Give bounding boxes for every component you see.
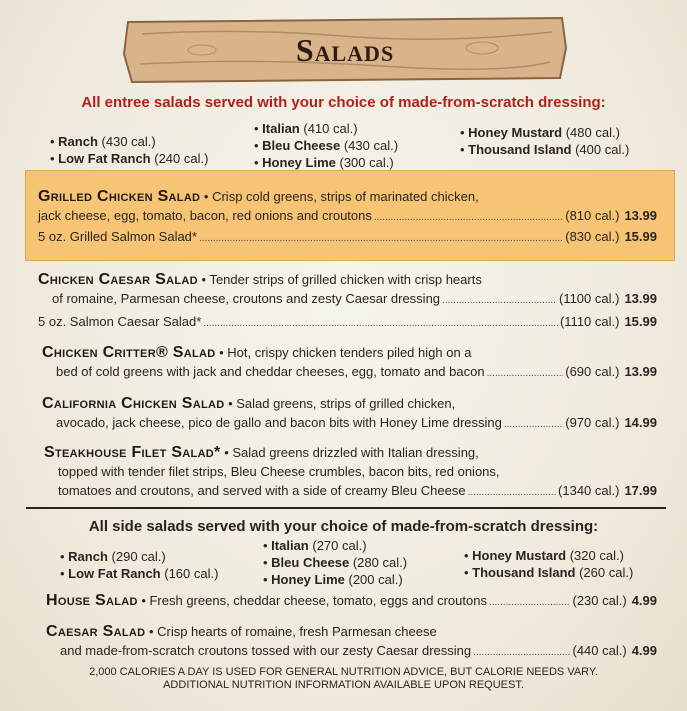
dressing-item: • Ranch (430 cal.) xyxy=(50,134,156,149)
dressing-item: • Low Fat Ranch (240 cal.) xyxy=(50,151,209,166)
footer-line: 2,000 CALORIES A DAY IS USED FOR GENERAL NUTRITION ADVICE, BUT CALORIE NEEDS VARY. xyxy=(89,666,598,678)
dressing-item: • Low Fat Ranch (160 cal.) xyxy=(60,566,219,581)
nutrition-footer xyxy=(0,666,687,692)
side-dressing-col3 xyxy=(464,547,633,581)
side-dressing-heading: All side salads served with your choice of made-from-scratch dressing: xyxy=(88,518,599,535)
menu-item-grilled-chicken: Grilled Chicken Salad • Crisp cold greens, strips of marinated chicken, jack cheese, egg, tomato, bacon, red onions and croutons ..... (810 cal.) 13.99 5 oz. Grilled Salmon Salad* ..... (830 cal.) 15.99 xyxy=(38,187,657,248)
entree-dressing-col3 xyxy=(460,124,629,158)
dressing-item: • Honey Mustard (320 cal.) xyxy=(464,548,624,563)
dressing-item: • Thousand Island (260 cal.) xyxy=(464,565,634,580)
footer-line: ADDITIONAL NUTRITION INFORMATION AVAILABLE UPON REQUEST. xyxy=(163,679,524,691)
section-divider xyxy=(26,507,666,509)
menu-item-steakhouse-filet: Steakhouse Filet Salad* • Salad greens drizzled with Italian dressing, topped with tender filet strips, Bleu Cheese crumbles, bacon bits, red onions, tomatoes and croutons, and served with a side of creamy Bleu Cheese ..... (1340 cal.) 17.99 xyxy=(44,443,657,502)
title-sign xyxy=(122,14,568,84)
dressing-item: • Bleu Cheese (280 cal.) xyxy=(263,555,408,570)
dressing-item: • Honey Lime (300 cal.) xyxy=(254,155,394,170)
dressing-item: • Bleu Cheese (430 cal.) xyxy=(254,138,399,153)
dressing-item: • Ranch (290 cal.) xyxy=(60,549,166,564)
entree-dressing-heading: All entree salads served with your choice of made-from-scratch dressing: xyxy=(81,94,606,111)
menu-item-caesar-salad: Caesar Salad • Crisp hearts of romaine, fresh Parmesan cheese and made-from-scratch croutons tossed with our zesty Caesar dressing ..... (440 cal.) 4.99 xyxy=(46,622,657,662)
menu-item-california-chicken: California Chicken Salad • Salad greens, strips of grilled chicken, avocado, jack cheese, pico de gallo and bacon bits with Honey Lime dressing ..... (970 cal.) 14.99 xyxy=(42,394,657,434)
dressing-item: • Thousand Island (400 cal.) xyxy=(460,142,630,157)
menu-item-chicken-caesar: Chicken Caesar Salad • Tender strips of grilled chicken with crisp hearts of romaine, Parmesan cheese, croutons and zesty Caesar dressing ..... (1100 cal.) 13.99 5 oz. Salmon Caesar Salad* ..... (1110 cal.) 15.99 xyxy=(38,270,657,333)
entree-dressing-col2 xyxy=(254,120,398,171)
page-title: Salads xyxy=(295,32,395,68)
side-dressing-col1 xyxy=(60,548,218,582)
dressing-item: • Italian (410 cal.) xyxy=(254,121,358,136)
dressing-item: • Honey Lime (200 cal.) xyxy=(263,572,403,587)
dressing-item: • Italian (270 cal.) xyxy=(263,538,367,553)
dressing-item: • Honey Mustard (480 cal.) xyxy=(460,125,620,140)
side-dressing-col2 xyxy=(263,537,407,588)
menu-item-house-salad: House Salad • Fresh greens, cheddar cheese, tomato, eggs and croutons ..... (230 cal.) 4.99 xyxy=(46,591,657,612)
menu-item-chicken-critter: Chicken Critter® Salad • Hot, crispy chicken tenders piled high on a bed of cold greens with jack and cheddar cheeses, egg, tomato and bacon ..... (690 cal.) 13.99 xyxy=(42,343,657,383)
entree-dressing-col1 xyxy=(50,133,208,167)
